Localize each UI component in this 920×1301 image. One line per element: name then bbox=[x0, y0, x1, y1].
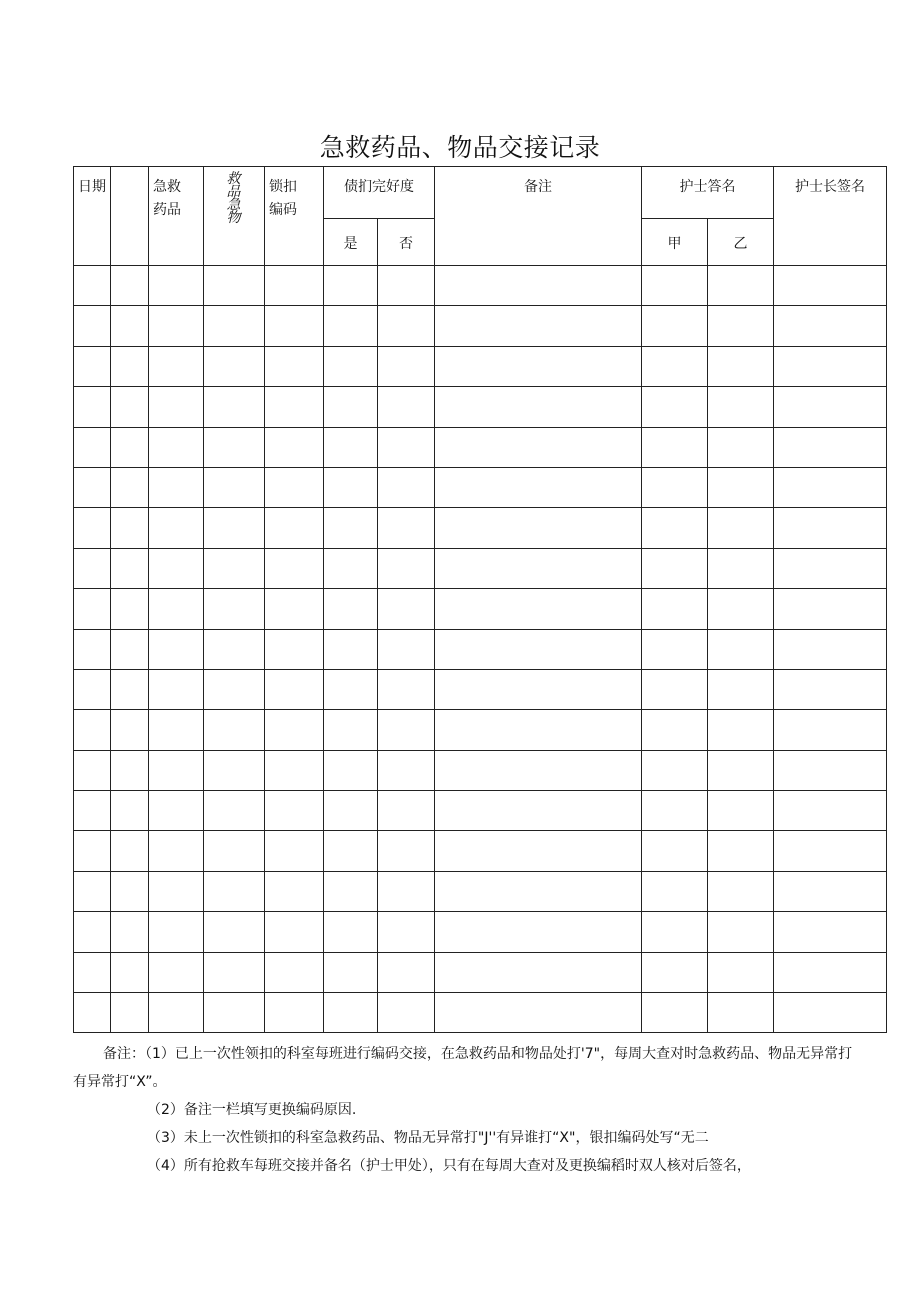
table-cell[interactable] bbox=[435, 710, 642, 750]
header-items-vertical bbox=[204, 167, 265, 266]
table-cell[interactable] bbox=[378, 306, 435, 346]
table-cell[interactable] bbox=[324, 750, 378, 790]
table-cell[interactable] bbox=[324, 993, 378, 1033]
table-cell[interactable] bbox=[265, 669, 324, 709]
table-cell[interactable] bbox=[435, 629, 642, 669]
table-cell[interactable] bbox=[111, 912, 149, 952]
table-cell[interactable] bbox=[774, 710, 887, 750]
table-cell[interactable] bbox=[708, 952, 774, 992]
table-cell[interactable] bbox=[642, 467, 708, 507]
table-row bbox=[74, 912, 887, 952]
table-cell[interactable] bbox=[708, 629, 774, 669]
table-cell[interactable] bbox=[324, 912, 378, 952]
table-cell[interactable] bbox=[642, 427, 708, 467]
table-cell[interactable] bbox=[774, 346, 887, 386]
table-cell[interactable] bbox=[324, 427, 378, 467]
table-cell[interactable] bbox=[642, 669, 708, 709]
table-cell[interactable] bbox=[435, 387, 642, 427]
table-cell[interactable] bbox=[204, 952, 265, 992]
table-cell[interactable] bbox=[435, 346, 642, 386]
table-cell[interactable] bbox=[74, 306, 111, 346]
header-items-vertical-text bbox=[204, 173, 264, 225]
table-row bbox=[74, 831, 887, 871]
table-cell[interactable] bbox=[204, 266, 265, 306]
table-cell[interactable] bbox=[265, 912, 324, 952]
table-cell[interactable] bbox=[708, 750, 774, 790]
table-cell[interactable] bbox=[149, 508, 204, 548]
table-cell[interactable] bbox=[204, 467, 265, 507]
table-cell[interactable] bbox=[111, 508, 149, 548]
table-cell[interactable] bbox=[642, 710, 708, 750]
table-row bbox=[74, 589, 887, 629]
table-cell[interactable] bbox=[204, 871, 265, 911]
table-cell[interactable] bbox=[642, 952, 708, 992]
table-cell[interactable] bbox=[708, 993, 774, 1033]
header-date: 日期 bbox=[74, 167, 111, 266]
table-cell[interactable] bbox=[435, 669, 642, 709]
table-cell[interactable] bbox=[642, 306, 708, 346]
header-nurse-b: 乙 bbox=[708, 219, 774, 266]
table-cell[interactable] bbox=[204, 831, 265, 871]
table-cell[interactable] bbox=[642, 831, 708, 871]
table-cell[interactable] bbox=[111, 871, 149, 911]
table-cell[interactable] bbox=[435, 427, 642, 467]
table-cell[interactable] bbox=[74, 589, 111, 629]
table-cell[interactable] bbox=[378, 669, 435, 709]
table-cell[interactable] bbox=[204, 346, 265, 386]
table-cell[interactable] bbox=[324, 306, 378, 346]
table-cell[interactable] bbox=[74, 750, 111, 790]
table-cell[interactable] bbox=[774, 912, 887, 952]
table-row bbox=[74, 629, 887, 669]
table-cell[interactable] bbox=[149, 306, 204, 346]
table-cell[interactable] bbox=[149, 791, 204, 831]
vertical-char: 急 bbox=[226, 197, 242, 213]
table-cell[interactable] bbox=[111, 791, 149, 831]
table-cell[interactable] bbox=[74, 387, 111, 427]
table-cell[interactable] bbox=[111, 831, 149, 871]
table-cell[interactable] bbox=[708, 589, 774, 629]
table-cell[interactable] bbox=[774, 831, 887, 871]
table-cell[interactable] bbox=[435, 993, 642, 1033]
table-row bbox=[74, 346, 887, 386]
table-cell[interactable] bbox=[774, 589, 887, 629]
table-cell[interactable] bbox=[642, 750, 708, 790]
table-cell[interactable] bbox=[708, 467, 774, 507]
table-cell[interactable] bbox=[708, 266, 774, 306]
table-cell[interactable] bbox=[204, 589, 265, 629]
table-row bbox=[74, 467, 887, 507]
header-lock-code bbox=[265, 167, 324, 266]
table-cell[interactable] bbox=[642, 791, 708, 831]
table-cell[interactable] bbox=[435, 871, 642, 911]
header-head-nurse-sign: 护士长签名 bbox=[774, 167, 887, 266]
table-cell[interactable] bbox=[149, 387, 204, 427]
table-cell[interactable] bbox=[378, 346, 435, 386]
table-cell[interactable] bbox=[74, 912, 111, 952]
table-cell[interactable] bbox=[265, 750, 324, 790]
table-cell[interactable] bbox=[265, 427, 324, 467]
table-cell[interactable] bbox=[149, 750, 204, 790]
table-cell[interactable] bbox=[265, 831, 324, 871]
table-cell[interactable] bbox=[708, 871, 774, 911]
table-cell[interactable] bbox=[378, 629, 435, 669]
table-cell[interactable] bbox=[149, 629, 204, 669]
table-cell[interactable] bbox=[149, 589, 204, 629]
table-cell[interactable] bbox=[149, 467, 204, 507]
table-cell[interactable] bbox=[435, 548, 642, 588]
table-cell[interactable] bbox=[204, 669, 265, 709]
table-cell[interactable] bbox=[708, 508, 774, 548]
vertical-char: 物 bbox=[226, 210, 242, 226]
table-cell[interactable] bbox=[642, 548, 708, 588]
table-cell[interactable] bbox=[642, 871, 708, 911]
table-cell[interactable] bbox=[708, 548, 774, 588]
table-cell[interactable] bbox=[204, 427, 265, 467]
table-cell[interactable] bbox=[708, 427, 774, 467]
table-row bbox=[74, 791, 887, 831]
table-cell[interactable] bbox=[204, 508, 265, 548]
table-row bbox=[74, 669, 887, 709]
table-cell[interactable] bbox=[265, 548, 324, 588]
table-cell[interactable] bbox=[111, 467, 149, 507]
table-cell[interactable] bbox=[708, 346, 774, 386]
table-cell[interactable] bbox=[435, 306, 642, 346]
table-row bbox=[74, 952, 887, 992]
table-cell[interactable] bbox=[149, 346, 204, 386]
table-cell[interactable] bbox=[378, 912, 435, 952]
table-cell[interactable] bbox=[774, 387, 887, 427]
header-intact: 债扪完好度 bbox=[324, 167, 435, 219]
table-cell[interactable] bbox=[324, 508, 378, 548]
table-cell[interactable] bbox=[265, 993, 324, 1033]
table-cell[interactable] bbox=[265, 952, 324, 992]
table-cell[interactable] bbox=[774, 306, 887, 346]
table-cell[interactable] bbox=[265, 346, 324, 386]
table-cell[interactable] bbox=[111, 629, 149, 669]
handover-record-table bbox=[73, 166, 887, 1033]
table-cell[interactable] bbox=[774, 791, 887, 831]
table-cell[interactable] bbox=[265, 266, 324, 306]
table-cell[interactable] bbox=[265, 629, 324, 669]
table-cell[interactable] bbox=[265, 306, 324, 346]
table-cell[interactable] bbox=[324, 346, 378, 386]
table-cell[interactable] bbox=[435, 952, 642, 992]
table-cell[interactable] bbox=[435, 508, 642, 548]
table-cell[interactable] bbox=[111, 548, 149, 588]
table-cell[interactable] bbox=[708, 791, 774, 831]
table-cell[interactable] bbox=[774, 669, 887, 709]
table-cell[interactable] bbox=[74, 871, 111, 911]
table-cell[interactable] bbox=[774, 548, 887, 588]
table-cell[interactable] bbox=[149, 831, 204, 871]
table-row bbox=[74, 508, 887, 548]
table-cell[interactable] bbox=[149, 871, 204, 911]
table-row bbox=[74, 427, 887, 467]
table-cell[interactable] bbox=[774, 266, 887, 306]
table-cell[interactable] bbox=[74, 791, 111, 831]
table-cell[interactable] bbox=[204, 791, 265, 831]
table-cell[interactable] bbox=[149, 427, 204, 467]
table-cell[interactable] bbox=[774, 467, 887, 507]
table-cell[interactable] bbox=[435, 589, 642, 629]
table-cell[interactable] bbox=[324, 548, 378, 588]
table-cell[interactable] bbox=[378, 750, 435, 790]
table-cell[interactable] bbox=[204, 993, 265, 1033]
header-nurse-sign: 护士答名 bbox=[642, 167, 774, 219]
table-cell[interactable] bbox=[265, 589, 324, 629]
header-yes: 是 bbox=[324, 219, 378, 266]
header-blank bbox=[111, 167, 149, 266]
table-cell[interactable] bbox=[774, 871, 887, 911]
table-cell[interactable] bbox=[74, 346, 111, 386]
table-cell[interactable] bbox=[774, 750, 887, 790]
table-cell[interactable] bbox=[435, 912, 642, 952]
table-cell[interactable] bbox=[74, 266, 111, 306]
table-row bbox=[74, 387, 887, 427]
table-cell[interactable] bbox=[324, 669, 378, 709]
table-cell[interactable] bbox=[111, 750, 149, 790]
table-cell[interactable] bbox=[378, 548, 435, 588]
table-cell[interactable] bbox=[149, 993, 204, 1033]
table-cell[interactable] bbox=[74, 952, 111, 992]
table-cell[interactable] bbox=[324, 387, 378, 427]
table-cell[interactable] bbox=[74, 629, 111, 669]
table-cell[interactable] bbox=[265, 710, 324, 750]
table-cell[interactable] bbox=[378, 952, 435, 992]
table-cell[interactable] bbox=[204, 548, 265, 588]
table-cell[interactable] bbox=[111, 306, 149, 346]
table-cell[interactable] bbox=[74, 831, 111, 871]
table-cell[interactable] bbox=[149, 669, 204, 709]
table-cell[interactable] bbox=[265, 467, 324, 507]
table-cell[interactable] bbox=[378, 508, 435, 548]
page-title: 急救药品、物品交接记录 bbox=[319, 133, 601, 162]
table-cell[interactable] bbox=[265, 387, 324, 427]
table-cell[interactable] bbox=[378, 791, 435, 831]
table-cell[interactable] bbox=[111, 266, 149, 306]
table-cell[interactable] bbox=[774, 993, 887, 1033]
table-cell[interactable] bbox=[265, 871, 324, 911]
table-row bbox=[74, 871, 887, 911]
table-cell[interactable] bbox=[774, 952, 887, 992]
table-cell[interactable] bbox=[435, 266, 642, 306]
table-cell[interactable] bbox=[204, 912, 265, 952]
table-row bbox=[74, 266, 887, 306]
table-cell[interactable] bbox=[324, 266, 378, 306]
table-cell[interactable] bbox=[324, 791, 378, 831]
table-cell[interactable] bbox=[74, 467, 111, 507]
table-cell[interactable] bbox=[74, 993, 111, 1033]
table-cell[interactable] bbox=[149, 952, 204, 992]
table-cell[interactable] bbox=[324, 952, 378, 992]
table-cell[interactable] bbox=[378, 427, 435, 467]
table-row bbox=[74, 750, 887, 790]
table-cell[interactable] bbox=[204, 750, 265, 790]
table-cell[interactable] bbox=[435, 791, 642, 831]
header-drugs-line1: 急救 bbox=[153, 179, 181, 195]
header-no: 否 bbox=[378, 219, 435, 266]
note-4: （4）所有抢救车每班交接并备名（护士甲处），只有在每周大查对及更换编稻时双人核对后签名， bbox=[147, 1158, 751, 1174]
header-lock-line1: 锁扣 bbox=[269, 179, 297, 195]
table-cell[interactable] bbox=[111, 427, 149, 467]
table-cell[interactable] bbox=[774, 427, 887, 467]
table-cell[interactable] bbox=[435, 750, 642, 790]
table-row bbox=[74, 710, 887, 750]
table-cell[interactable] bbox=[324, 710, 378, 750]
table-cell[interactable] bbox=[111, 710, 149, 750]
table-cell[interactable] bbox=[111, 993, 149, 1033]
table-cell[interactable] bbox=[708, 912, 774, 952]
table-cell[interactable] bbox=[149, 912, 204, 952]
note-2: （2）备注一栏填写更换编码原因. bbox=[147, 1102, 357, 1118]
note-3: （3）未上一次性锁扣的科室急救药品、物品无异常打"J''有异谁打“X"，银扣编码处写“无二 bbox=[147, 1130, 709, 1146]
table-cell[interactable] bbox=[642, 629, 708, 669]
table-cell[interactable] bbox=[324, 831, 378, 871]
table-row bbox=[74, 993, 887, 1033]
table-cell[interactable] bbox=[708, 710, 774, 750]
table-cell[interactable] bbox=[708, 306, 774, 346]
table-cell[interactable] bbox=[642, 266, 708, 306]
table-cell[interactable] bbox=[435, 831, 642, 871]
table-cell[interactable] bbox=[378, 589, 435, 629]
table-cell[interactable] bbox=[74, 508, 111, 548]
table-cell[interactable] bbox=[204, 306, 265, 346]
table-cell[interactable] bbox=[324, 589, 378, 629]
table-cell[interactable] bbox=[265, 791, 324, 831]
vertical-char: 救 bbox=[226, 171, 242, 187]
table-cell[interactable] bbox=[378, 871, 435, 911]
table-cell[interactable] bbox=[378, 387, 435, 427]
table-cell[interactable] bbox=[149, 548, 204, 588]
table-cell[interactable] bbox=[74, 710, 111, 750]
table-row bbox=[74, 548, 887, 588]
table-cell[interactable] bbox=[435, 467, 642, 507]
table-row bbox=[74, 306, 887, 346]
table-cell[interactable] bbox=[378, 993, 435, 1033]
table-cell[interactable] bbox=[378, 710, 435, 750]
table-cell[interactable] bbox=[642, 387, 708, 427]
table-cell[interactable] bbox=[708, 669, 774, 709]
table-cell[interactable] bbox=[324, 871, 378, 911]
table-cell[interactable] bbox=[149, 710, 204, 750]
header-nurse-a: 甲 bbox=[642, 219, 708, 266]
table-cell[interactable] bbox=[111, 589, 149, 629]
table-cell[interactable] bbox=[642, 912, 708, 952]
table-cell[interactable] bbox=[74, 427, 111, 467]
table-cell[interactable] bbox=[74, 548, 111, 588]
table-cell[interactable] bbox=[111, 346, 149, 386]
table-cell[interactable] bbox=[204, 710, 265, 750]
table-cell[interactable] bbox=[111, 952, 149, 992]
table-cell[interactable] bbox=[642, 589, 708, 629]
vertical-char: 品 bbox=[226, 184, 242, 200]
table-cell[interactable] bbox=[204, 387, 265, 427]
table-cell[interactable] bbox=[378, 831, 435, 871]
table-cell[interactable] bbox=[642, 346, 708, 386]
table-cell[interactable] bbox=[204, 629, 265, 669]
notes-section bbox=[73, 1040, 863, 1180]
table-cell[interactable] bbox=[708, 387, 774, 427]
table-cell[interactable] bbox=[774, 629, 887, 669]
header-drugs-line2: 药品 bbox=[153, 202, 181, 218]
table-cell[interactable] bbox=[111, 669, 149, 709]
table-cell[interactable] bbox=[642, 508, 708, 548]
header-remarks: 备注 bbox=[435, 167, 642, 266]
table-cell[interactable] bbox=[111, 387, 149, 427]
table-cell[interactable] bbox=[149, 266, 204, 306]
table-cell[interactable] bbox=[378, 467, 435, 507]
header-lock-line2: 编码 bbox=[269, 202, 297, 218]
table-cell[interactable] bbox=[378, 266, 435, 306]
table-cell[interactable] bbox=[642, 993, 708, 1033]
note-1: 备注：（1）已上一次性领扣的科室每班进行编码交接，在急救药品和物品处打'7"，每周大查对时急救药品、物品无异常打有异常打“X”。 bbox=[73, 1046, 853, 1090]
table-cell[interactable] bbox=[324, 467, 378, 507]
table-cell[interactable] bbox=[774, 508, 887, 548]
header-drugs bbox=[149, 167, 204, 266]
table-cell[interactable] bbox=[324, 629, 378, 669]
table-cell[interactable] bbox=[74, 669, 111, 709]
table-cell[interactable] bbox=[265, 508, 324, 548]
table-cell[interactable] bbox=[708, 831, 774, 871]
